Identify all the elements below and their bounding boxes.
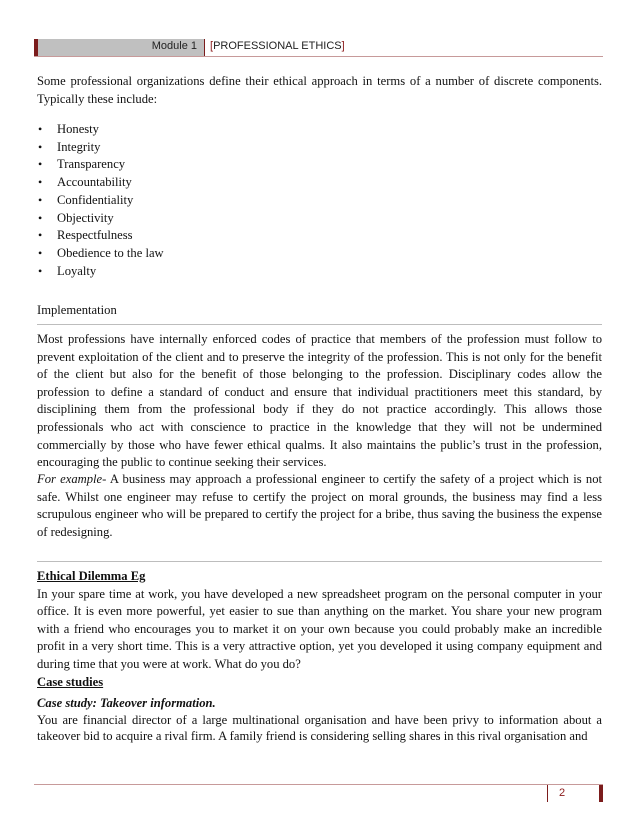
list-item: • Honesty — [37, 121, 164, 139]
header-rule — [34, 56, 603, 57]
list-item: • Integrity — [37, 139, 164, 157]
dilemma-text: In your spare time at work, you have developed a new spreadsheet program on the personal computer in your office. It is even more powerful, yet easier to sue than anything on the market. You share your new program with a friend who encourages you to market it on your own because you could probably make an incredible profit in a very short time. This is a very attractive option, yet you developed it using company equipment and during time that you were at work. What do you do? — [37, 586, 602, 671]
case-studies-heading: Case studies — [37, 674, 104, 689]
case-study-subheading: Case study: Takeover information. — [37, 696, 216, 710]
dilemma-heading: Ethical Dilemma Eg — [37, 569, 146, 583]
header-title-text: PROFESSIONAL ETHICS — [213, 40, 342, 52]
intro-paragraph: Some professional organizations define their ethical approach in terms of a number of discrete components. Typically these include: — [37, 74, 602, 106]
implementation-heading: Implementation — [37, 303, 117, 317]
case-study-text: You are financial director of a large multinational organisation and have been privy to information about a takeover bid to acquire a rival firm. A family friend is considering selling shares in this rival organisation and — [37, 712, 602, 743]
section-divider — [37, 324, 602, 325]
page-footer — [34, 784, 603, 802]
example-paragraph — [37, 471, 602, 541]
page-number-box — [547, 785, 603, 802]
footer-rule — [34, 784, 603, 785]
implementation-paragraph: Most professions have internally enforced codes of practice that members of the profession must follow to prevent exploitation of the client and to preserve the integrity of the profession. This is not only for the benefit of the client but also for the benefit of those belonging to the profession. Disciplinary codes allow the profession to define a standard of conduct and ensure that individual practitioners meet this standard, by disciplining them from the professional body if they do not practice accordingly. This allows those professionals who act with conscience to practice in the knowledge that they will not be undermined commercially by those who have fewer ethical qualms. It also maintains the public’s trust in the profession, encouraging the public to continue seeking their services. — [37, 332, 602, 470]
dilemma-block — [37, 568, 602, 691]
page-header — [34, 39, 603, 57]
list-item: • Accountability — [37, 174, 164, 192]
list-item: • Confidentiality — [37, 192, 164, 210]
list-item: • Respectfulness — [37, 227, 164, 245]
example-text: A business may approach a professional engineer to certify the safety of a project which is not safe. Whilst one engineer may refuse to certify the project on moral grounds, the business may find a less scrupulous engineer who will be prepared to certify the project for a bribe, thus saving the business the expense of redesigning. — [37, 472, 602, 539]
header-module-label: Module 1 — [151, 40, 197, 52]
example-label: For example- — [37, 472, 107, 486]
list-item: • Objectivity — [37, 210, 164, 228]
header-bracket-open: [ — [210, 40, 214, 52]
header-title — [210, 40, 345, 52]
page-number: 2 — [559, 787, 566, 799]
list-item: • Transparency — [37, 156, 164, 174]
list-item: • Loyalty — [37, 263, 164, 281]
header-bracket-close: ] — [341, 40, 345, 52]
header-divider — [204, 39, 205, 56]
section-divider — [37, 561, 602, 562]
case-study-block — [37, 695, 602, 745]
components-list — [37, 121, 164, 280]
list-item: • Obedience to the law — [37, 245, 164, 263]
